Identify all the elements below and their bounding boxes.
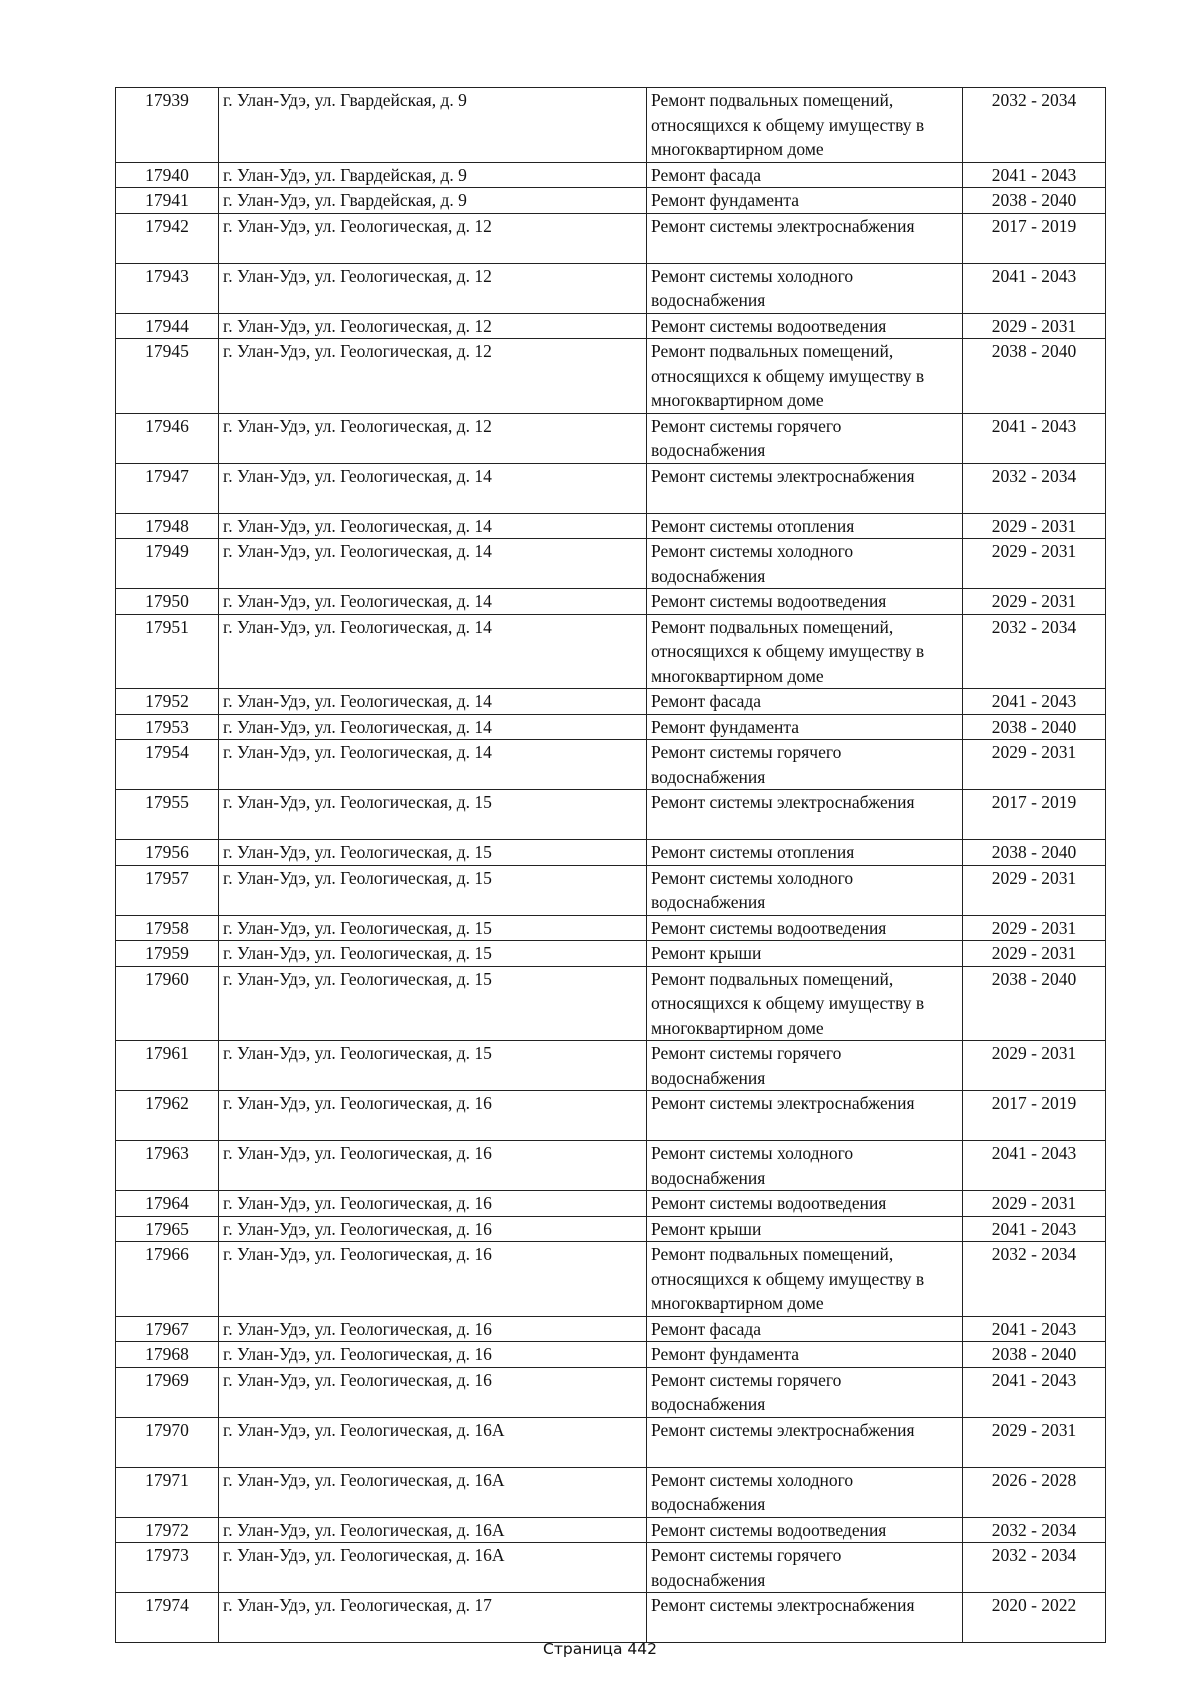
work-type-cell: Ремонт подвальных помещений, относящихся к общему имуществу в многоквартирном доме [647, 1242, 963, 1317]
address-cell: г. Улан-Удэ, ул. Геологическая, д. 14 [219, 539, 647, 589]
work-type-cell: Ремонт системы горячего водоснабжения [647, 413, 963, 463]
row-number: 17955 [116, 790, 219, 840]
address-cell: г. Улан-Удэ, ул. Гвардейская, д. 9 [219, 88, 647, 163]
period-cell: 2038 - 2040 [963, 840, 1106, 866]
table-row [116, 1316, 1106, 1342]
period-cell: 2029 - 2031 [963, 513, 1106, 539]
row-number: 17953 [116, 714, 219, 740]
work-type-cell: Ремонт системы холодного водоснабжения [647, 1467, 963, 1517]
address-cell: г. Улан-Удэ, ул. Геологическая, д. 16 [219, 1367, 647, 1417]
address-cell: г. Улан-Удэ, ул. Геологическая, д. 16 [219, 1141, 647, 1191]
table-row [116, 263, 1106, 313]
period-cell: 2029 - 2031 [963, 589, 1106, 615]
period-cell: 2041 - 2043 [963, 1316, 1106, 1342]
period-cell: 2038 - 2040 [963, 714, 1106, 740]
row-number: 17952 [116, 689, 219, 715]
work-type-cell: Ремонт фундамента [647, 1342, 963, 1368]
table-row [116, 589, 1106, 615]
work-type-cell: Ремонт системы электроснабжения [647, 790, 963, 840]
address-cell: г. Улан-Удэ, ул. Геологическая, д. 16А [219, 1543, 647, 1593]
row-number: 17945 [116, 339, 219, 414]
work-type-cell: Ремонт системы холодного водоснабжения [647, 539, 963, 589]
period-cell: 2041 - 2043 [963, 689, 1106, 715]
work-type-cell: Ремонт подвальных помещений, относящихся к общему имуществу в многоквартирном доме [647, 966, 963, 1041]
address-cell: г. Улан-Удэ, ул. Геологическая, д. 16А [219, 1417, 647, 1467]
table-row [116, 1242, 1106, 1317]
table-row [116, 1593, 1106, 1643]
period-cell: 2038 - 2040 [963, 1342, 1106, 1368]
row-number: 17940 [116, 162, 219, 188]
address-cell: г. Улан-Удэ, ул. Гвардейская, д. 9 [219, 188, 647, 214]
row-number: 17941 [116, 188, 219, 214]
address-cell: г. Улан-Удэ, ул. Геологическая, д. 14 [219, 513, 647, 539]
work-type-cell: Ремонт крыши [647, 941, 963, 967]
period-cell: 2041 - 2043 [963, 1367, 1106, 1417]
table-row [116, 614, 1106, 689]
address-cell: г. Улан-Удэ, ул. Геологическая, д. 12 [219, 263, 647, 313]
address-cell: г. Улан-Удэ, ул. Геологическая, д. 14 [219, 614, 647, 689]
work-type-cell: Ремонт подвальных помещений, относящихся к общему имуществу в многоквартирном доме [647, 339, 963, 414]
repair-schedule-table [115, 87, 1106, 1643]
period-cell: 2041 - 2043 [963, 1216, 1106, 1242]
table-body [116, 88, 1106, 1643]
address-cell: г. Улан-Удэ, ул. Геологическая, д. 15 [219, 865, 647, 915]
address-cell: г. Улан-Удэ, ул. Геологическая, д. 12 [219, 339, 647, 414]
row-number: 17943 [116, 263, 219, 313]
period-cell: 2029 - 2031 [963, 865, 1106, 915]
work-type-cell: Ремонт фундамента [647, 714, 963, 740]
work-type-cell: Ремонт крыши [647, 1216, 963, 1242]
row-number: 17965 [116, 1216, 219, 1242]
address-cell: г. Улан-Удэ, ул. Геологическая, д. 16А [219, 1517, 647, 1543]
table-row [116, 513, 1106, 539]
row-number: 17964 [116, 1191, 219, 1217]
period-cell: 2041 - 2043 [963, 413, 1106, 463]
work-type-cell: Ремонт системы холодного водоснабжения [647, 1141, 963, 1191]
work-type-cell: Ремонт подвальных помещений, относящихся к общему имуществу в многоквартирном доме [647, 88, 963, 163]
table-row [116, 1467, 1106, 1517]
period-cell: 2029 - 2031 [963, 941, 1106, 967]
table-row [116, 539, 1106, 589]
work-type-cell: Ремонт системы горячего водоснабжения [647, 1367, 963, 1417]
work-type-cell: Ремонт системы холодного водоснабжения [647, 865, 963, 915]
table-row [116, 1417, 1106, 1467]
address-cell: г. Улан-Удэ, ул. Геологическая, д. 16 [219, 1242, 647, 1317]
period-cell: 2029 - 2031 [963, 1041, 1106, 1091]
table-row [116, 915, 1106, 941]
table-row [116, 714, 1106, 740]
period-cell: 2029 - 2031 [963, 915, 1106, 941]
table-row [116, 689, 1106, 715]
period-cell: 2029 - 2031 [963, 1417, 1106, 1467]
row-number: 17969 [116, 1367, 219, 1417]
row-number: 17957 [116, 865, 219, 915]
table-row [116, 1342, 1106, 1368]
work-type-cell: Ремонт фасада [647, 162, 963, 188]
work-type-cell: Ремонт системы водоотведения [647, 915, 963, 941]
row-number: 17946 [116, 413, 219, 463]
address-cell: г. Улан-Удэ, ул. Геологическая, д. 15 [219, 966, 647, 1041]
work-type-cell: Ремонт фасада [647, 1316, 963, 1342]
period-cell: 2038 - 2040 [963, 339, 1106, 414]
period-cell: 2032 - 2034 [963, 1543, 1106, 1593]
period-cell: 2038 - 2040 [963, 966, 1106, 1041]
table-row [116, 1141, 1106, 1191]
work-type-cell: Ремонт системы электроснабжения [647, 1091, 963, 1141]
table-row [116, 413, 1106, 463]
row-number: 17949 [116, 539, 219, 589]
work-type-cell: Ремонт системы водоотведения [647, 313, 963, 339]
work-type-cell: Ремонт системы отопления [647, 840, 963, 866]
table-row [116, 463, 1106, 513]
address-cell: г. Улан-Удэ, ул. Геологическая, д. 14 [219, 463, 647, 513]
row-number: 17968 [116, 1342, 219, 1368]
page-number: Страница 442 [543, 1640, 657, 1658]
work-type-cell: Ремонт системы отопления [647, 513, 963, 539]
period-cell: 2032 - 2034 [963, 1517, 1106, 1543]
period-cell: 2032 - 2034 [963, 463, 1106, 513]
work-type-cell: Ремонт системы электроснабжения [647, 463, 963, 513]
work-type-cell: Ремонт системы электроснабжения [647, 213, 963, 263]
table-row [116, 313, 1106, 339]
table-row [116, 1191, 1106, 1217]
row-number: 17971 [116, 1467, 219, 1517]
table-row [116, 339, 1106, 414]
period-cell: 2029 - 2031 [963, 1191, 1106, 1217]
table-row [116, 1216, 1106, 1242]
work-type-cell: Ремонт системы водоотведения [647, 1517, 963, 1543]
row-number: 17939 [116, 88, 219, 163]
address-cell: г. Улан-Удэ, ул. Геологическая, д. 16А [219, 1467, 647, 1517]
address-cell: г. Улан-Удэ, ул. Гвардейская, д. 9 [219, 162, 647, 188]
work-type-cell: Ремонт системы водоотведения [647, 1191, 963, 1217]
period-cell: 2029 - 2031 [963, 740, 1106, 790]
address-cell: г. Улан-Удэ, ул. Геологическая, д. 16 [219, 1091, 647, 1141]
period-cell: 2026 - 2028 [963, 1467, 1106, 1517]
table-row [116, 941, 1106, 967]
period-cell: 2032 - 2034 [963, 614, 1106, 689]
address-cell: г. Улан-Удэ, ул. Геологическая, д. 15 [219, 915, 647, 941]
address-cell: г. Улан-Удэ, ул. Геологическая, д. 12 [219, 413, 647, 463]
table-row [116, 188, 1106, 214]
work-type-cell: Ремонт системы горячего водоснабжения [647, 740, 963, 790]
table-row [116, 213, 1106, 263]
period-cell: 2029 - 2031 [963, 313, 1106, 339]
address-cell: г. Улан-Удэ, ул. Геологическая, д. 16 [219, 1216, 647, 1242]
row-number: 17973 [116, 1543, 219, 1593]
address-cell: г. Улан-Удэ, ул. Геологическая, д. 15 [219, 840, 647, 866]
row-number: 17950 [116, 589, 219, 615]
table-row [116, 162, 1106, 188]
row-number: 17944 [116, 313, 219, 339]
work-type-cell: Ремонт фасада [647, 689, 963, 715]
period-cell: 2017 - 2019 [963, 1091, 1106, 1141]
row-number: 17958 [116, 915, 219, 941]
table-row [116, 865, 1106, 915]
work-type-cell: Ремонт системы водоотведения [647, 589, 963, 615]
address-cell: г. Улан-Удэ, ул. Геологическая, д. 16 [219, 1342, 647, 1368]
period-cell: 2017 - 2019 [963, 790, 1106, 840]
row-number: 17961 [116, 1041, 219, 1091]
work-type-cell: Ремонт системы холодного водоснабжения [647, 263, 963, 313]
period-cell: 2017 - 2019 [963, 213, 1106, 263]
work-type-cell: Ремонт системы электроснабжения [647, 1593, 963, 1643]
row-number: 17959 [116, 941, 219, 967]
table-row [116, 966, 1106, 1041]
table-row [116, 740, 1106, 790]
row-number: 17956 [116, 840, 219, 866]
period-cell: 2032 - 2034 [963, 88, 1106, 163]
address-cell: г. Улан-Удэ, ул. Геологическая, д. 16 [219, 1191, 647, 1217]
address-cell: г. Улан-Удэ, ул. Геологическая, д. 15 [219, 790, 647, 840]
address-cell: г. Улан-Удэ, ул. Геологическая, д. 14 [219, 689, 647, 715]
period-cell: 2041 - 2043 [963, 162, 1106, 188]
table-row [116, 1543, 1106, 1593]
row-number: 17942 [116, 213, 219, 263]
period-cell: 2020 - 2022 [963, 1593, 1106, 1643]
address-cell: г. Улан-Удэ, ул. Геологическая, д. 12 [219, 213, 647, 263]
row-number: 17966 [116, 1242, 219, 1317]
period-cell: 2038 - 2040 [963, 188, 1106, 214]
address-cell: г. Улан-Удэ, ул. Геологическая, д. 15 [219, 1041, 647, 1091]
row-number: 17970 [116, 1417, 219, 1467]
table-row [116, 1517, 1106, 1543]
row-number: 17962 [116, 1091, 219, 1141]
work-type-cell: Ремонт подвальных помещений, относящихся к общему имуществу в многоквартирном доме [647, 614, 963, 689]
row-number: 17947 [116, 463, 219, 513]
period-cell: 2029 - 2031 [963, 539, 1106, 589]
work-type-cell: Ремонт системы горячего водоснабжения [647, 1041, 963, 1091]
work-type-cell: Ремонт системы горячего водоснабжения [647, 1543, 963, 1593]
address-cell: г. Улан-Удэ, ул. Геологическая, д. 15 [219, 941, 647, 967]
row-number: 17960 [116, 966, 219, 1041]
address-cell: г. Улан-Удэ, ул. Геологическая, д. 17 [219, 1593, 647, 1643]
period-cell: 2032 - 2034 [963, 1242, 1106, 1317]
work-type-cell: Ремонт фундамента [647, 188, 963, 214]
address-cell: г. Улан-Удэ, ул. Геологическая, д. 16 [219, 1316, 647, 1342]
table-row [116, 1091, 1106, 1141]
address-cell: г. Улан-Удэ, ул. Геологическая, д. 14 [219, 740, 647, 790]
row-number: 17974 [116, 1593, 219, 1643]
row-number: 17951 [116, 614, 219, 689]
row-number: 17972 [116, 1517, 219, 1543]
table-row [116, 88, 1106, 163]
work-type-cell: Ремонт системы электроснабжения [647, 1417, 963, 1467]
table-row [116, 1041, 1106, 1091]
address-cell: г. Улан-Удэ, ул. Геологическая, д. 14 [219, 589, 647, 615]
address-cell: г. Улан-Удэ, ул. Геологическая, д. 14 [219, 714, 647, 740]
table-row [116, 1367, 1106, 1417]
row-number: 17967 [116, 1316, 219, 1342]
period-cell: 2041 - 2043 [963, 1141, 1106, 1191]
table-row [116, 840, 1106, 866]
row-number: 17948 [116, 513, 219, 539]
row-number: 17954 [116, 740, 219, 790]
address-cell: г. Улан-Удэ, ул. Геологическая, д. 12 [219, 313, 647, 339]
period-cell: 2041 - 2043 [963, 263, 1106, 313]
table-row [116, 790, 1106, 840]
row-number: 17963 [116, 1141, 219, 1191]
